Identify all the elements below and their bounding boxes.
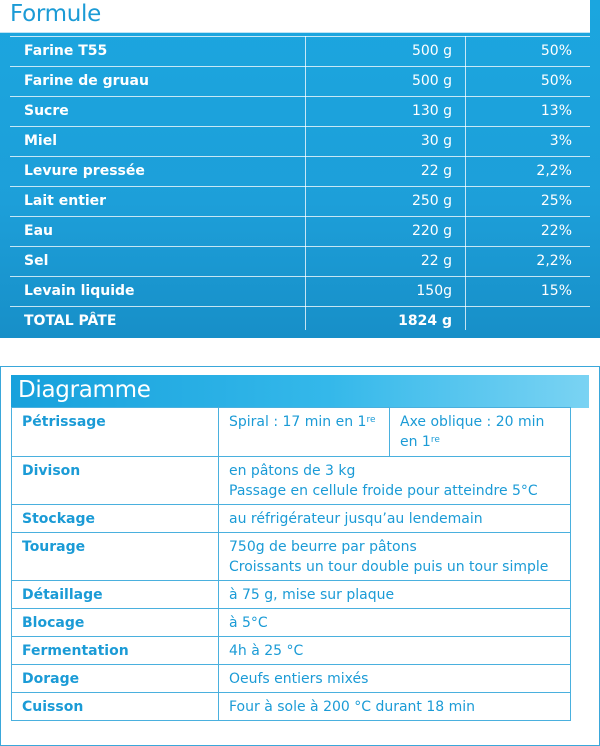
ingredient-name: Levain liquide (24, 283, 135, 299)
step-value-axe (390, 408, 571, 457)
formule-table (10, 36, 590, 338)
step-value-line: 750g de beurre par pâtons (229, 539, 417, 555)
ingredient-name: Lait entier (24, 193, 107, 209)
table-row (10, 67, 590, 97)
step-value: à 5°C (219, 609, 571, 637)
table-row (12, 505, 571, 533)
table-row (12, 581, 571, 609)
table-row (12, 457, 571, 505)
ingredient-name: Sucre (24, 103, 69, 119)
table-row (10, 187, 590, 217)
ingredient-qty: 500 g (411, 43, 452, 59)
ingredient-pct: 50% (540, 43, 572, 59)
spiral-sup: re (366, 415, 376, 425)
step-label: Divison (12, 457, 219, 505)
ingredient-pct: 3% (549, 133, 572, 149)
step-value (219, 533, 571, 581)
axe-line1: Axe oblique : 20 min (400, 414, 545, 430)
ingredient-pct: 50% (540, 73, 572, 89)
table-row (10, 157, 590, 187)
step-label: Fermentation (12, 637, 219, 665)
diagramme-title: Diagramme (18, 377, 151, 403)
step-label: Dorage (12, 665, 219, 693)
table-row (12, 637, 571, 665)
total-qty: 1824 g (398, 313, 452, 329)
step-label: Stockage (12, 505, 219, 533)
ingredient-qty: 22 g (420, 253, 452, 269)
step-label: Tourage (12, 533, 219, 581)
ingredient-pct: 15% (540, 283, 572, 299)
ingredient-qty: 150g (416, 283, 452, 299)
column-divider (305, 36, 306, 330)
step-value: Oeufs entiers mixés (219, 665, 571, 693)
step-label: Détaillage (12, 581, 219, 609)
step-value (219, 457, 571, 505)
ingredient-name: Sel (24, 253, 49, 269)
step-label: Blocage (12, 609, 219, 637)
step-label: Pétrissage (12, 408, 219, 457)
column-divider (465, 36, 466, 330)
table-row (12, 693, 571, 721)
table-row (12, 533, 571, 581)
table-row (10, 277, 590, 307)
ingredient-pct: 25% (540, 193, 572, 209)
ingredient-qty: 22 g (420, 163, 452, 179)
ingredient-qty: 220 g (411, 223, 452, 239)
formule-title-bar (0, 0, 590, 33)
ingredient-qty: 250 g (411, 193, 452, 209)
table-row (10, 36, 590, 67)
formule-section (0, 0, 600, 338)
ingredient-qty: 30 g (420, 133, 452, 149)
spiral-text: Spiral : 17 min en 1 (229, 414, 367, 430)
diagramme-table (11, 407, 571, 721)
step-value-spiral (219, 408, 390, 457)
ingredient-qty: 130 g (411, 103, 452, 119)
ingredient-pct: 2,2% (536, 163, 572, 179)
step-value-line: Croissants un tour double puis un tour simple (229, 559, 549, 575)
diagramme-title-bar (11, 375, 589, 408)
step-value-line: Passage en cellule froide pour atteindre 5°C (229, 483, 538, 499)
diagramme-section (0, 366, 600, 746)
ingredient-qty: 500 g (411, 73, 452, 89)
step-value: 4h à 25 °C (219, 637, 571, 665)
table-row (10, 217, 590, 247)
ingredient-name: Levure pressée (24, 163, 145, 179)
step-value: au réfrigérateur jusqu’au lendemain (219, 505, 571, 533)
table-row (10, 127, 590, 157)
table-row (12, 408, 571, 457)
ingredient-name: Farine T55 (24, 43, 108, 59)
step-value: Four à sole à 200 °C durant 18 min (219, 693, 571, 721)
ingredient-name: Farine de gruau (24, 73, 149, 89)
step-label: Cuisson (12, 693, 219, 721)
table-row (10, 247, 590, 277)
formule-title: Formule (10, 1, 101, 27)
table-row (12, 609, 571, 637)
step-value-line: en pâtons de 3 kg (229, 463, 356, 479)
ingredient-pct: 22% (540, 223, 572, 239)
step-value: à 75 g, mise sur plaque (219, 581, 571, 609)
ingredient-pct: 2,2% (536, 253, 572, 269)
ingredient-name: Eau (24, 223, 53, 239)
ingredient-name: Miel (24, 133, 58, 149)
axe-sup: re (430, 435, 440, 445)
total-row (10, 307, 590, 338)
ingredient-pct: 13% (540, 103, 572, 119)
table-row (10, 97, 590, 127)
total-label: TOTAL PÂTE (24, 313, 117, 329)
table-row (12, 665, 571, 693)
axe-line2: en 1 (400, 434, 431, 450)
